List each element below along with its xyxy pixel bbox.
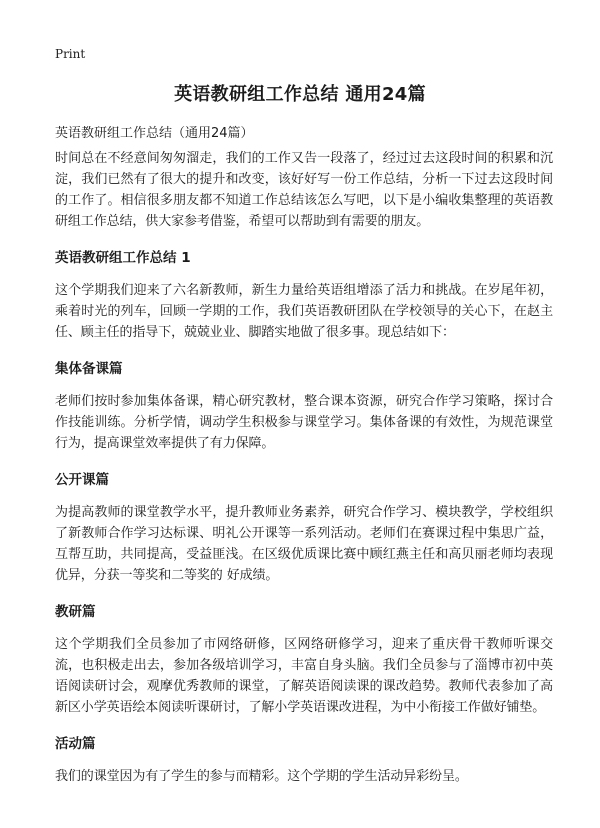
section-body-activities: 我们的课堂因为有了学生的参与而精彩。这个学期的学生活动异彩纷呈。 [55, 769, 468, 784]
section-heading-research: 教研篇 [55, 604, 96, 620]
section-heading-activities: 活动篇 [55, 736, 96, 752]
section-body-1: 这个学期我们迎来了六名新教师，新生力量给英语组增添了活力和挑战。在岁尾年初，乘着时光的列车，回顾一学期的工作，我们英语教研团队在学校领导的关心下，在赵主任、顾主任的指导下，兢兢业业、脚踏实地做了很多事。现总结如下： [55, 283, 553, 340]
section-body-research: 这个学期我们全员参加了市网络研修，区网络研修学习，迎来了重庆骨干教师听课交流，也积极走出去，参加各级培训学习，丰富自身头脑。我们全员参与了淄博市初中英语阅读研讨会，观摩优秀教师的课堂，了解英语阅读课的课改趋势。教师代表参加了高新区小学英语绘本阅读听课研讨，了解小学英语课改进程，为中小衔接工作做好铺垫。 [55, 637, 553, 715]
section-heading-1: 英语教研组工作总结 1 [55, 250, 191, 266]
section-body-open-class: 为提高教师的课堂教学水平，提升教师业务素养，研究合作学习、模块教学，学校组织了新教师合作学习达标课、明礼公开课等一系列活动。老师们在赛课过程中集思广益，互帮互助，共同提高，受益匪浅。在区级优质课比赛中顾红燕主任和高贝丽老师均表现优异，分获一等奖和二等奖的 好成绩。 [55, 505, 553, 583]
article-body [55, 148, 553, 803]
intro-paragraph: 时间总在不经意间匆匆溜走，我们的工作又告一段落了，经过过去这段时间的积累和沉淀，我们已然有了很大的提升和改变，该好好写一份工作总结，分析一下过去这段时间的工作了。相信很多朋友都不知道工作总结该怎么写吧，以下是小编收集整理的英语教研组工作总结，供大家参考借鉴，希望可以帮助到有需要的朋友。 [55, 151, 553, 229]
section-body-collective-prep: 老师们按时参加集体备课，精心研究教材，整合课本资源，研究合作学习策略，探讨合作技能训练。分析学情，调动学生积极参与课堂学习。集体备课的有效性，为规范课堂行为，提高课堂效率提供了有力保障。 [55, 394, 553, 451]
section-heading-collective-prep: 集体备课篇 [55, 361, 123, 377]
document-subtitle: 英语教研组工作总结（通用24篇） [55, 126, 254, 141]
print-link[interactable]: Print [55, 47, 86, 61]
page-title: 英语教研组工作总结 通用24篇 [174, 84, 426, 105]
section-heading-open-class: 公开课篇 [55, 472, 109, 488]
